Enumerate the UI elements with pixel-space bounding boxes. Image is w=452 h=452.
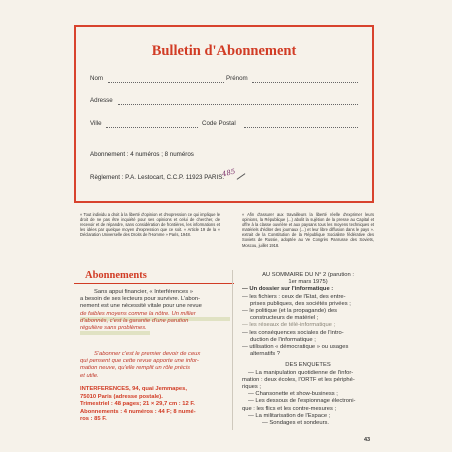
sommaire-item: constructeurs de matériel ;: [250, 315, 319, 322]
handwritten-stroke: [237, 173, 246, 180]
sommaire: [242, 272, 374, 427]
reglement-suffix: 11923 PARIS.: [185, 174, 225, 181]
quote-udhr: « Tout individu a droit à la liberté d'opinion et d'expression ce qui implique le droit de ne pas être inquiété pour ses opinions et celui de chercher, de recevoir et de répandre, sans considération de frontières, les informations et les idées par quelque moyen d'expression que ce soit. » Article 19 de la « Déclaration Universelle des Droits de l'Homme » Paris, 1948.: [80, 212, 220, 238]
enquete-item: que : les flics et les contre-mesures ;: [242, 405, 337, 412]
sommaire-heading: AU SOMMAIRE DU N° 2 (parution :: [262, 272, 354, 278]
p1-line: de faibles moyens comme la nôtre. Un millier: [80, 310, 196, 317]
p1-line: nement est une nécessité vitale pour une revue: [80, 303, 202, 310]
terms-line: ros : 85 F.: [80, 416, 107, 423]
subscription-form: [74, 25, 374, 203]
subscription-terms: [80, 386, 240, 424]
sommaire-item: — le politique (et la propagande) des: [242, 308, 338, 315]
dossier-heading: — Un dossier sur l'informatique :: [242, 286, 334, 293]
code-postal-field[interactable]: [244, 127, 358, 128]
adresse-label: Adresse: [90, 97, 113, 104]
enquete-item: mation : deux écoles, l'ORTF et les périphé-: [242, 376, 355, 383]
ville-label: Ville: [90, 120, 102, 127]
p1-line: régulière sans problèmes.: [80, 325, 147, 332]
code-postal-label: Code Postal: [202, 120, 236, 127]
enquete-item: riques ;: [242, 384, 262, 391]
p2-line: mation neuve, qu'elle remplit un rôle précis: [80, 365, 191, 372]
handwritten-annotation: 485: [221, 167, 237, 179]
prenom-label: Prénom: [226, 75, 248, 82]
enquete-item: — Les dessous de l'espionnage électroni-: [248, 398, 356, 405]
sommaire-item: duction de l'informatique ;: [250, 336, 316, 343]
sommaire-item: alternatifs ?: [250, 351, 280, 358]
adresse-field[interactable]: [118, 104, 358, 105]
page-number: 43: [364, 437, 371, 443]
p2-line: qui pensent que cette revue apporte une infor-: [80, 358, 199, 365]
reglement-line: [90, 174, 224, 181]
p2-line: et utile.: [80, 372, 99, 379]
enquete-item: — Sondages et sondeurs.: [262, 420, 330, 427]
sommaire-item: — les fichiers : ceux de l'Etat, des entre-: [242, 293, 346, 300]
abonnements-paragraph-1: [80, 289, 232, 332]
prenom-field[interactable]: [252, 82, 358, 83]
sommaire-heading: 1er mars 1975): [288, 279, 328, 286]
terms-line: Abonnements : 4 numéros : 44 F; 8 numé-: [80, 408, 196, 415]
enquete-item: — La militarisation de l'Espace ;: [248, 412, 331, 419]
sommaire-item: — les conséquences sociales de l'intro-: [242, 329, 344, 336]
p1-line: Sans appui financier, « Interférences »: [94, 289, 193, 295]
quote-soviet-constitution: « Afin d'assurer aux travailleurs la liberté réelle d'exprimer leurs opinions, la République (...) abolit la sujétion de la presse au Capital et offre à la classe ouvrière et aux paysans tous les moyens techniques et matériels d'éditer des journaux (...) et leur libre diffusion dans le pays ». extrait de la Constitution de la République Socialiste fédérative des Soviets de Russie, adoptée au Ve Congrès Panrusse des Soviets, Moscou, juillet 1918.: [242, 212, 374, 248]
terms-line: INTERFERENCES, 94, quai Jemmapes,: [80, 386, 187, 392]
enquetes-heading: DES ENQUETES: [285, 362, 331, 369]
nom-label: Nom: [90, 75, 104, 82]
abonnements-heading: Abonnements: [85, 270, 147, 281]
nom-field[interactable]: [108, 82, 224, 83]
sommaire-item: — utilisation « démocratique » ou usages: [242, 344, 349, 351]
p2-line: S'abonner c'est le premier devoir de ceux: [94, 351, 201, 357]
sommaire-item: prises publiques, des sociétés privées ;: [250, 300, 351, 307]
column-separator: [232, 270, 233, 430]
terms-line: 75010 Paris (adresse postale).: [80, 393, 163, 400]
enquete-item: — La manipulation quotidienne de l'infor-: [248, 369, 354, 376]
abonnements-rule: [74, 283, 234, 284]
p1-line: a besoin de ses lecteurs pour survivre. L'abon-: [80, 296, 201, 303]
form-title: Bulletin d'Abonnement: [151, 43, 297, 59]
enquete-item: — Chansonette et show-business ;: [248, 391, 338, 398]
abonnement-options: Abonnement : 4 numéros ; 8 numéros: [90, 151, 194, 158]
ville-field[interactable]: [106, 127, 198, 128]
p1-line: d'abonnés, c'est la garantie d'une parution: [80, 317, 189, 324]
abonnements-paragraph-2: [80, 351, 232, 380]
sommaire-item: — les réseaux de télé-informatique ;: [242, 322, 336, 329]
terms-line: Trimestriel : 48 pages; 21 × 29,7 cm : 12 F.: [80, 401, 195, 408]
reglement-prefix: Règlement : P.A. Lestocart, C.C.P.: [90, 174, 185, 181]
